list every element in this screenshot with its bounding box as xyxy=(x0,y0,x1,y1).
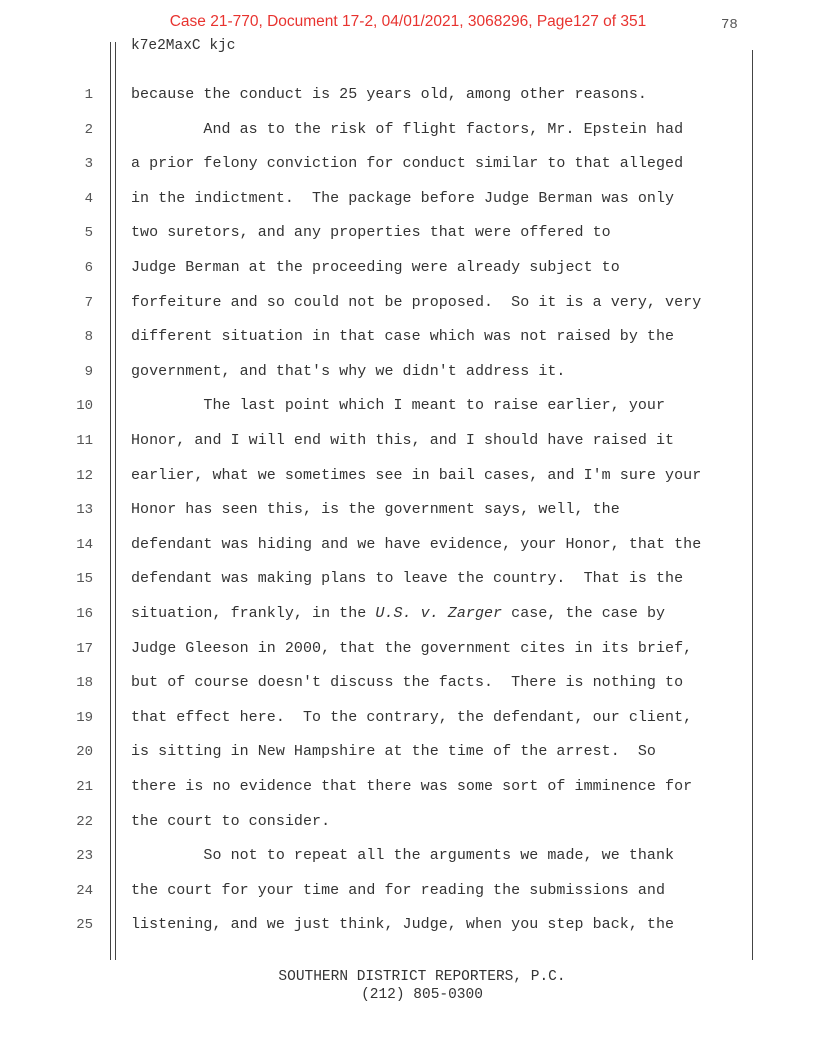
transcript-line xyxy=(131,224,611,241)
footer-reporter: SOUTHERN DISTRICT REPORTERS, P.C. xyxy=(278,969,566,985)
line-text: situation, frankly, in the xyxy=(131,605,376,622)
transcript-line xyxy=(131,916,674,933)
line-text: is sitting in New Hampshire at the time of the arrest. So xyxy=(131,743,656,761)
transcript-line xyxy=(131,190,674,207)
transcript-line xyxy=(131,86,647,103)
line-text: because the conduct is 25 years old, among other reasons. xyxy=(131,86,647,103)
line-number: 15 xyxy=(76,571,93,588)
line-text: forfeiture and so could not be proposed. So it is a very, very xyxy=(131,293,702,311)
transcript-line xyxy=(131,882,665,899)
page-number: 78 xyxy=(721,17,738,33)
case-citation: U.S. v. Zarger xyxy=(375,605,503,622)
line-number: 21 xyxy=(76,779,93,795)
transcript-line xyxy=(131,259,620,276)
transcript-line xyxy=(131,363,565,380)
transcript-line xyxy=(131,605,665,622)
footer-phone: (212) 805-0300 xyxy=(361,987,483,1003)
line-text: Honor, and I will end with this, and I should have raised it xyxy=(131,432,675,449)
line-text: different situation in that case which was not raised by the xyxy=(131,328,675,346)
footer xyxy=(0,968,816,1004)
left-margin-rule-inner xyxy=(115,42,116,960)
line-text-continued: case, the case by xyxy=(502,605,666,622)
line-text: earlier, what we sometimes see in bail cases, and I'm sure your xyxy=(131,466,702,484)
line-text: but of course doesn't discuss the facts. There is nothing to xyxy=(131,674,684,692)
line-text: Honor has seen this, is the government says, well, the xyxy=(131,501,620,519)
line-number: 1 xyxy=(84,87,93,103)
transcript-line xyxy=(131,570,683,587)
line-number: 5 xyxy=(84,225,93,242)
transcript-line xyxy=(131,121,683,138)
line-number: 10 xyxy=(76,398,93,415)
line-number: 23 xyxy=(76,848,93,865)
line-text: two suretors, and any properties that were offered to xyxy=(131,224,611,242)
line-text: that effect here. To the contrary, the defendant, our client, xyxy=(131,708,693,726)
line-number: 18 xyxy=(76,675,93,692)
transcript-line xyxy=(131,328,674,345)
line-text: defendant was hiding and we have evidence, your Honor, that the xyxy=(131,535,702,553)
transcript-line xyxy=(131,813,330,830)
left-margin-rule-outer xyxy=(110,42,111,960)
line-number: 20 xyxy=(76,744,93,761)
right-margin-rule xyxy=(752,50,753,960)
line-text: listening, and we just think, Judge, when you step back, the xyxy=(131,916,675,934)
line-text: And as to the risk of flight factors, Mr. Epstein had xyxy=(131,120,684,138)
line-text: So not to repeat all the arguments we made, we thank xyxy=(131,847,675,865)
line-number: 14 xyxy=(76,536,93,553)
line-number: 3 xyxy=(84,156,93,173)
line-text: Judge Gleeson in 2000, that the government cites in its brief, xyxy=(131,639,693,657)
line-number: 24 xyxy=(76,882,93,899)
line-number: 12 xyxy=(76,467,93,484)
line-text: government, and that's why we didn't address it. xyxy=(131,362,566,380)
line-text: in the indictment. The package before Judge Berman was only xyxy=(131,189,675,207)
line-number: 9 xyxy=(84,363,93,380)
transcript-line xyxy=(131,294,701,311)
line-number: 7 xyxy=(84,294,93,311)
line-number: 11 xyxy=(76,433,93,449)
transcript-line xyxy=(131,397,665,414)
transcript-line xyxy=(131,467,701,484)
line-number: 2 xyxy=(84,121,93,138)
line-number: 19 xyxy=(76,709,93,726)
transcript-line xyxy=(131,536,701,553)
line-text: the court to consider. xyxy=(131,812,331,830)
transcript-line xyxy=(131,778,692,795)
transcript-line xyxy=(131,743,656,760)
line-number: 25 xyxy=(76,917,93,934)
line-text: Judge Berman at the proceeding were already subject to xyxy=(131,259,620,276)
line-number: 13 xyxy=(76,502,93,519)
transcript-line xyxy=(131,640,692,657)
transcript-line xyxy=(131,709,692,726)
line-text: defendant was making plans to leave the country. That is the xyxy=(131,570,684,588)
line-number: 16 xyxy=(76,606,93,622)
line-number: 6 xyxy=(84,260,93,276)
case-header-stamp: Case 21-770, Document 17-2, 04/01/2021, 3068296, Page127 of 351 xyxy=(169,13,647,30)
line-number: 17 xyxy=(76,640,93,657)
line-text: there is no evidence that there was some sort of imminence for xyxy=(131,778,693,795)
line-text: the court for your time and for reading the submissions and xyxy=(131,881,666,899)
line-text: a prior felony conviction for conduct similar to that alleged xyxy=(131,155,684,173)
line-text: The last point which I meant to raise earlier, your xyxy=(131,397,666,415)
document-id: k7e2MaxC kjc xyxy=(131,38,236,54)
transcript-line xyxy=(131,674,683,691)
line-number: 4 xyxy=(84,190,93,207)
line-number: 8 xyxy=(84,329,93,346)
transcript-line xyxy=(131,501,620,518)
transcript-line xyxy=(131,847,674,864)
line-number: 22 xyxy=(76,813,93,830)
transcript-line xyxy=(131,432,674,449)
transcript-line xyxy=(131,155,683,172)
